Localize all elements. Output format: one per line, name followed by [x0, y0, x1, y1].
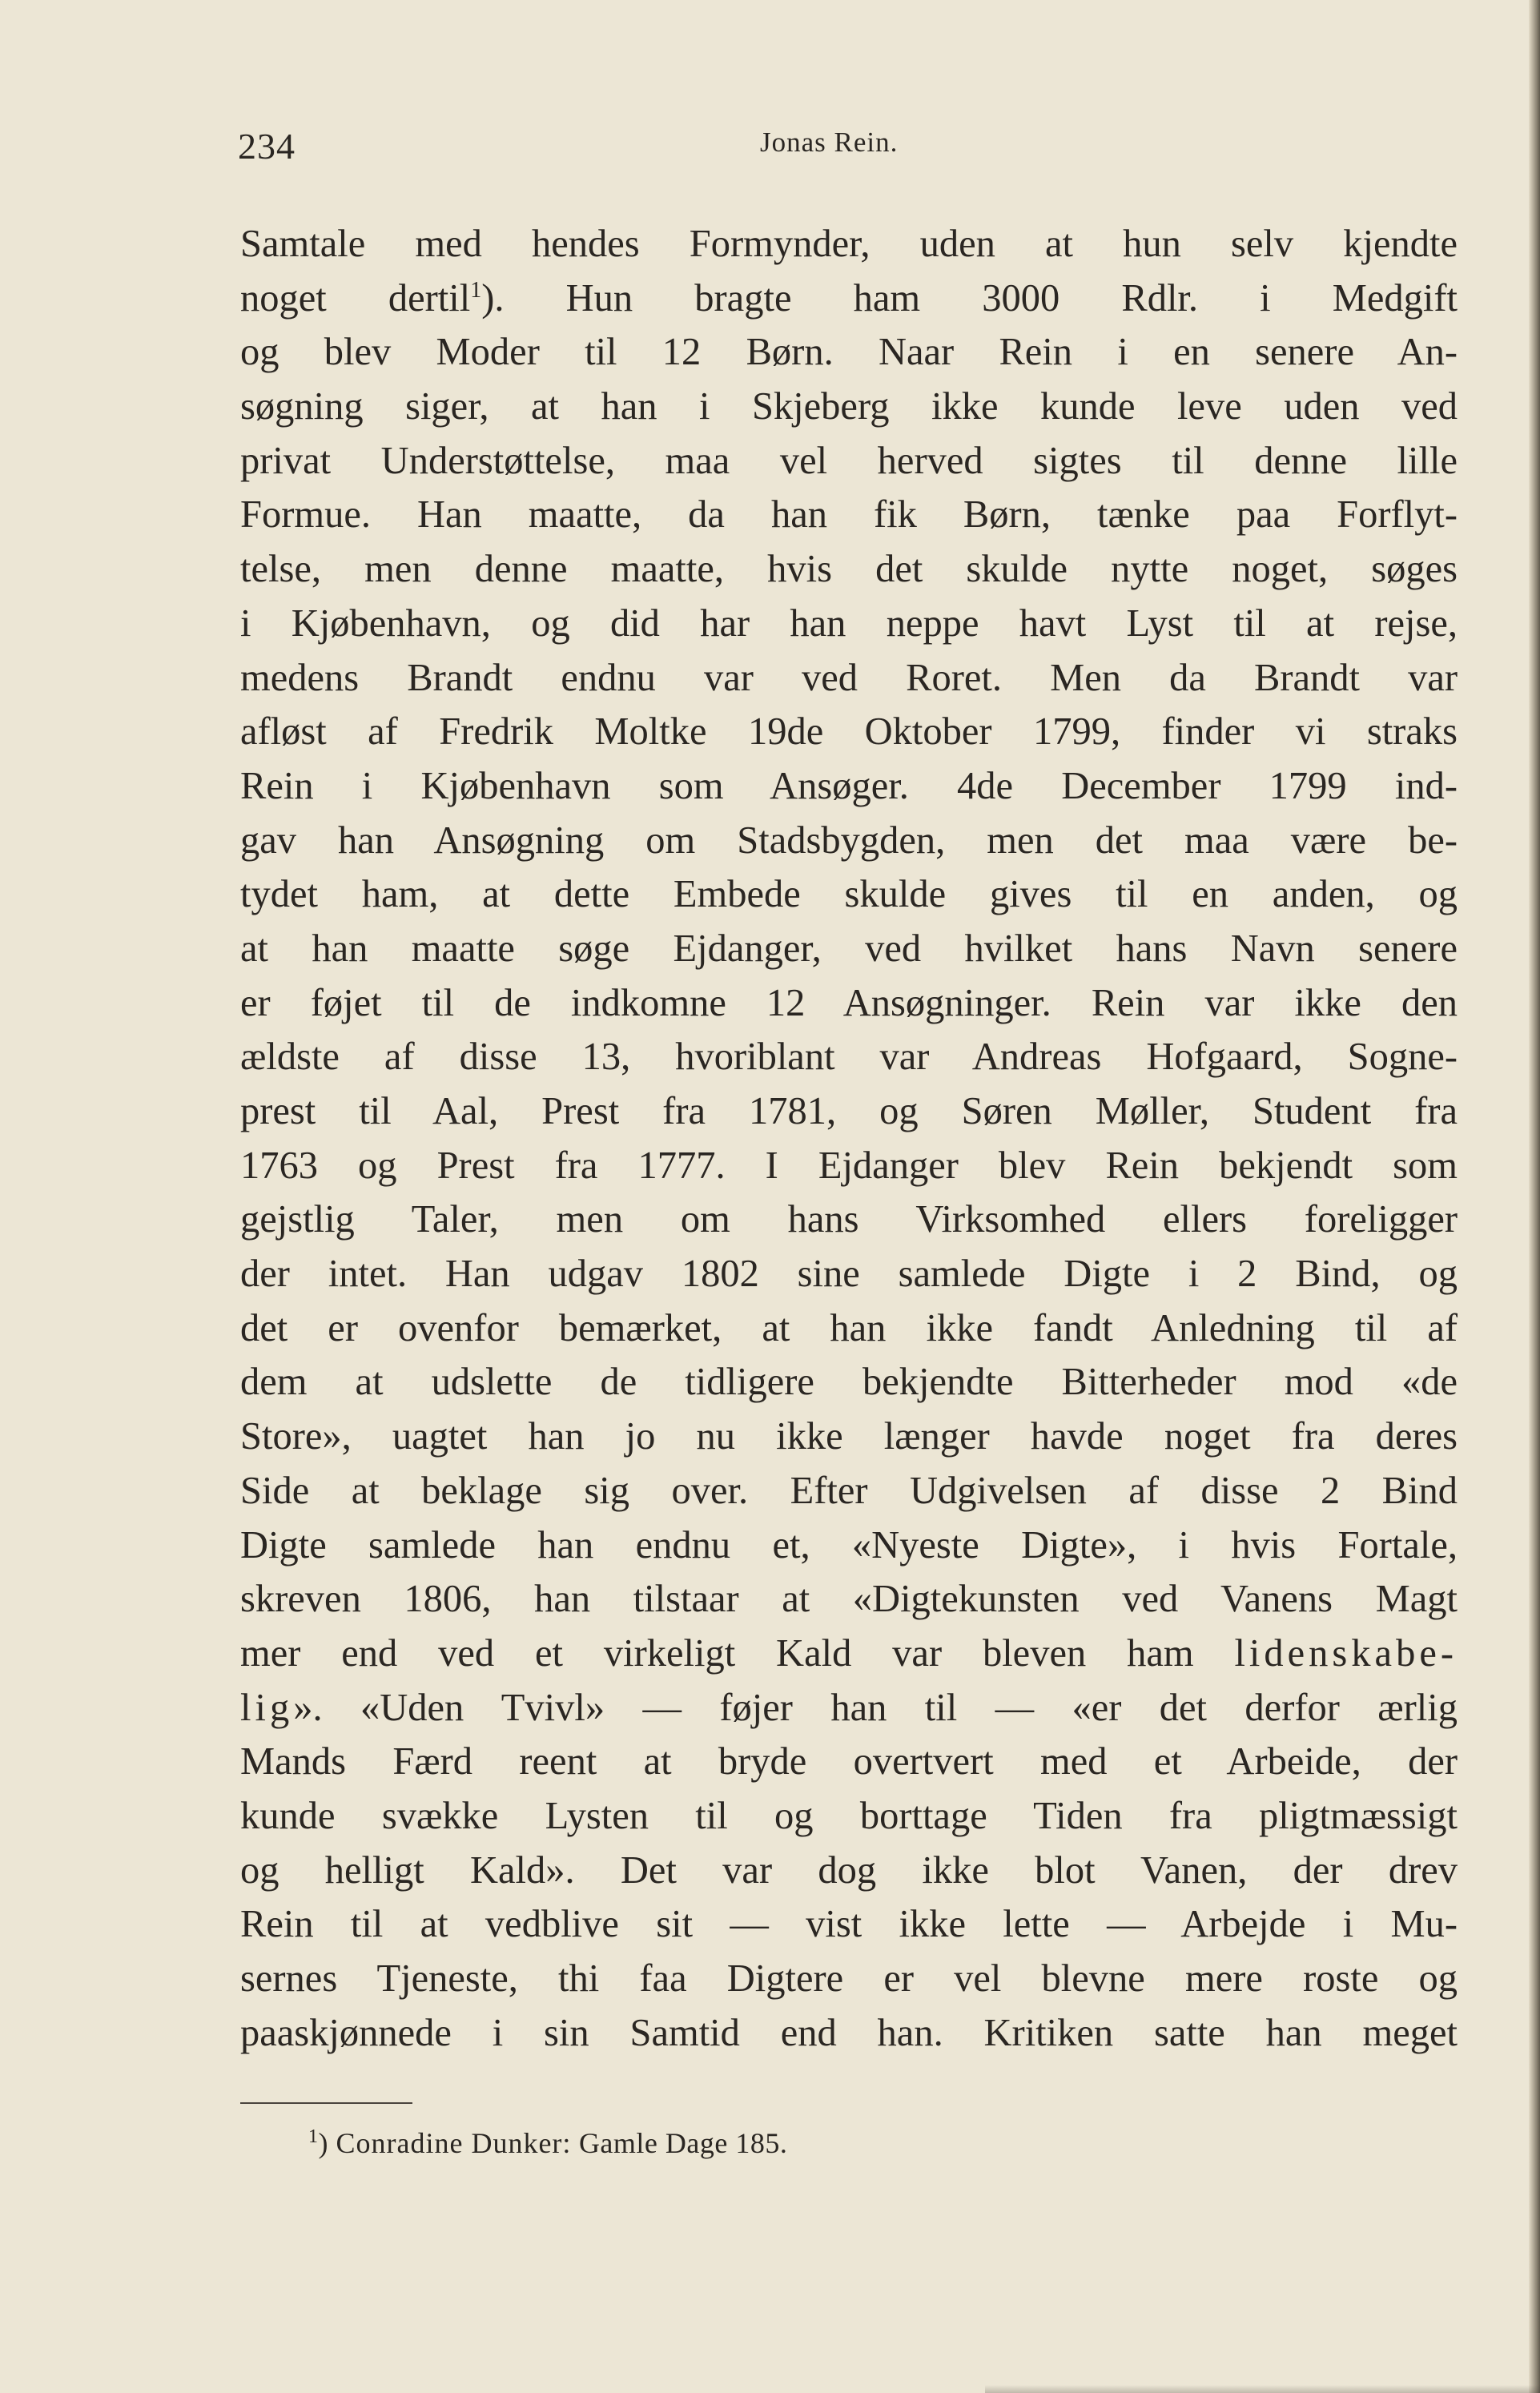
text-line [240, 1681, 1458, 1735]
text-line: er føjet til de indkomne 12 Ansøgninger. Rein var ikke den [240, 981, 1458, 1024]
text-line: skreven 1806, han tilstaar at «Digtekunsten ved Vanens Magt [240, 1578, 1458, 1621]
text-line: Rein til at vedblive sit — vist ikke lette — Arbejde i Mu- [240, 1903, 1458, 1946]
text-line: Mands Færd reent at bryde overtvert med et Arbeide, der [240, 1740, 1458, 1784]
body-text [240, 217, 1458, 2060]
footnote-source: Gamle Dage 185. [578, 2127, 788, 2159]
text-line: Samtale med hendes Formynder, uden at hun selv kjendte [240, 223, 1458, 265]
page-header [238, 125, 1451, 173]
text-line: Store», uagtet han jo nu ikke længer havde noget fra deres [240, 1415, 1458, 1458]
text-line: det er ovenfor bemærket, at han ikke fandt Anledning til af [240, 1306, 1458, 1349]
page-edge [1529, 0, 1540, 2393]
page-shadow [985, 2385, 1540, 2393]
text-line: afløst af Fredrik Moltke 19de Oktober 1799, finder vi straks [240, 710, 1458, 754]
footnote-author: Conradine Dunker: [336, 2127, 572, 2159]
emphasized-word: lidenskabe- [1234, 1631, 1458, 1675]
text-line: og blev Moder til 12 Børn. Naar Rein i en senere An- [240, 331, 1458, 374]
text-line [240, 271, 1458, 326]
text-line [240, 1627, 1458, 1681]
text-line: og helligt Kald». Det var dog ikke blot Vanen, der drev [240, 1848, 1458, 1892]
footnote-mark: 1 [308, 2126, 319, 2147]
text-segment: ». «Uden Tvivl» — føjer han til — «er det derfor ærlig [293, 1686, 1458, 1729]
text-line: privat Understøttelse, maa vel herved sigtes til denne lille [240, 439, 1458, 482]
footnote-reference: 1 [470, 277, 482, 303]
text-line: gav han Ansøgning om Stadsbygden, men det maa være be- [240, 818, 1458, 862]
footnote-paren: ) [318, 2127, 328, 2159]
text-segment: ). Hun bragte ham 3000 Rdlr. i Medgift [481, 276, 1458, 320]
text-line: telse, men denne maatte, hvis det skulde nytte noget, søges [240, 548, 1458, 591]
text-line: prest til Aal, Prest fra 1781, og Søren Møller, Student fra [240, 1090, 1458, 1132]
running-head: Jonas Rein. [760, 127, 899, 158]
text-line: sernes Tjeneste, thi faa Digtere er vel blevne mere roste og [240, 1957, 1458, 2000]
text-line: der intet. Han udgav 1802 sine samlede Digte i 2 Bind, og [240, 1253, 1458, 1296]
text-segment: mer end ved et virkeligt Kald var bleven ham [240, 1631, 1194, 1675]
text-line: ældste af disse 13, hvoriblant var Andreas Hofgaard, Sogne- [240, 1036, 1458, 1079]
text-segment: noget dertil [240, 276, 471, 320]
text-line: søgning siger, at han i Skjeberg ikke kunde leve uden ved [240, 385, 1458, 428]
text-line: Formue. Han maatte, da han fik Børn, tænke paa Forflyt- [240, 493, 1458, 537]
text-line: medens Brandt endnu var ved Roret. Men da Brandt var [240, 656, 1458, 699]
footnote [308, 2126, 787, 2160]
page-number: 234 [238, 126, 296, 167]
text-line: Side at beklage sig over. Efter Udgivelsen af disse 2 Bind [240, 1469, 1458, 1512]
text-line: at han maatte søge Ejdanger, ved hvilket hans Navn senere [240, 927, 1458, 970]
text-line: tydet ham, at dette Embede skulde gives til en anden, og [240, 873, 1458, 916]
text-line: paaskjønnede i sin Samtid end han. Kritiken satte han meget [240, 2011, 1458, 2054]
text-line: kunde svække Lysten til og borttage Tiden fra pligtmæssigt [240, 1794, 1458, 1837]
text-line: Rein i Kjøbenhavn som Ansøger. 4de December 1799 ind- [240, 764, 1458, 807]
text-line: i Kjøbenhavn, og did har han neppe havt Lyst til at rejse, [240, 601, 1458, 645]
text-line: gejstlig Taler, men om hans Virksomhed ellers foreligger [240, 1198, 1458, 1241]
text-line: dem at udslette de tidligere bekjendte Bitterheder mod «de [240, 1361, 1458, 1404]
text-line: Digte samlede han endnu et, «Nyeste Digte», i hvis Fortale, [240, 1523, 1458, 1567]
footnote-rule [240, 2102, 412, 2104]
text-line: 1763 og Prest fra 1777. I Ejdanger blev Rein bekjendt som [240, 1144, 1458, 1187]
emphasized-word: lig [240, 1686, 294, 1729]
